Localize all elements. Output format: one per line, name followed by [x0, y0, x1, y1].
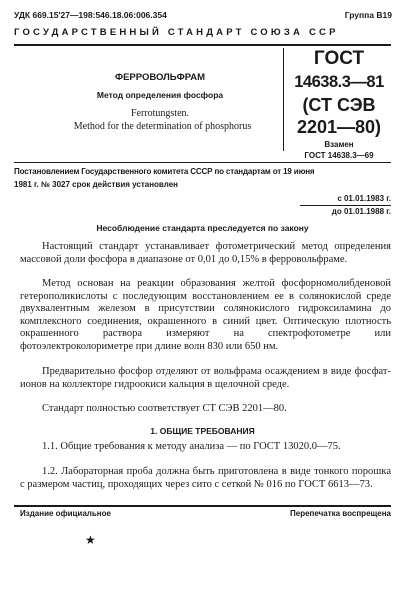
- banner-rule: [14, 44, 391, 46]
- effective-from: с 01.01.1983 г.: [337, 194, 391, 203]
- document-subtitle: Метод определения фосфора: [96, 90, 224, 100]
- udk-code: УДК 669.15'27—198:546.18.06:006.354: [14, 10, 167, 20]
- decree-line1: Постановлением Государственного комитета СССР по стандартам от 19 июня: [14, 167, 315, 176]
- clause-1-2: 1.2. Лабораторная проба должна быть приготовлена в виде тонкого порошка с размером частиц, проходящих через сито с сеткой № 016 по ГОСТ 6613—73.: [20, 466, 391, 490]
- standard-banner: ГОСУДАРСТВЕННЫЙ СТАНДАРТ СОЮЗА ССР: [14, 27, 339, 38]
- paragraph-separation: Предварительно фосфор отделяют от вольфрама осаждением в виде фосфат-ионов на коллекторе гидроокиси кальция в щелочной среде.: [20, 366, 391, 390]
- replaces-value: ГОСТ 14638.3—69: [304, 151, 374, 160]
- english-title-line2: Method for the determination of phosphorus: [73, 121, 252, 132]
- replaces-label: Взамен: [324, 140, 354, 149]
- st-sev-number: 2201—80): [296, 117, 382, 137]
- effective-to: до 01.01.1988 г.: [331, 207, 391, 216]
- gost-number: 14638.3—81: [294, 73, 384, 91]
- english-title-line1: Ferrotungsten.: [130, 108, 190, 119]
- effective-from-rule: [300, 205, 391, 206]
- document-title: ФЕРРОВОЛЬФРАМ: [114, 72, 206, 83]
- decree-line2: 1981 г. № 3027 срок действия установлен: [14, 180, 178, 189]
- group-code: Группа В19: [344, 10, 392, 20]
- clause-1-1: 1.1. Общие требования к методу анализа — по ГОСТ 13020.0—75.: [42, 441, 341, 452]
- star-mark: ★: [85, 533, 96, 547]
- title-rule: [14, 162, 391, 163]
- section-heading: 1. ОБЩИЕ ТРЕБОВАНИЯ: [150, 426, 255, 436]
- legal-warning: Несоблюдение стандарта преследуется по закону: [96, 223, 309, 233]
- paragraph-method: Метод основан на реакции образования желтой фосфорномолибденовой гетерополикислоты с последующим восстановлением ее в солянокислой среде двухвалентным железом в присутствии солянокислого гидроксиламина до комплексного соединения, окрашенного в синий цвет. Оптическую плотность окрашенного раствора измеряют на спектрофотометре или фотоэлектроколориметре при длине волн 830 или 650 нм.: [20, 278, 391, 352]
- official-edition: Издание официальное: [20, 509, 111, 518]
- footer-rule: [14, 505, 391, 507]
- title-divider: [283, 48, 284, 151]
- st-sev-label: (СТ СЭВ: [302, 95, 376, 115]
- paragraph-scope: Настоящий стандарт устанавливает фотометрический метод определения массовой доли фосфора в диапазоне от 0,01 до 0,15% в ферровольфраме.: [20, 241, 391, 265]
- gost-label: ГОСТ: [313, 48, 365, 69]
- paragraph-conformity: Стандарт полностью соответствует СТ СЭВ 2201—80.: [42, 403, 287, 414]
- reprint-prohibited: Перепечатка воспрещена: [290, 509, 391, 518]
